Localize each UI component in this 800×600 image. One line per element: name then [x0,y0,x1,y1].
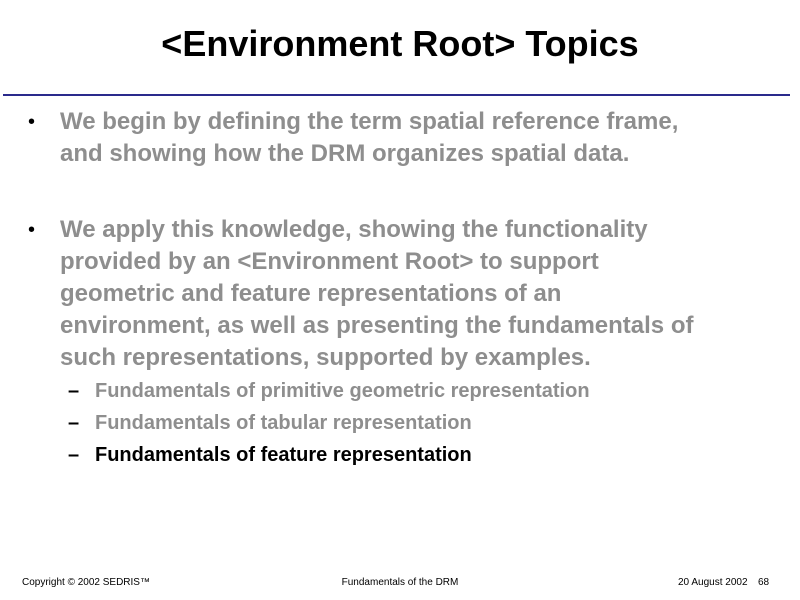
title-divider [3,94,790,96]
footer-page-number: 68 [758,577,770,588]
slide-title: <Environment Root> Topics [161,23,639,64]
bullet-dot-icon: • [28,111,36,133]
bullet-line: such representations, supported by examples. [60,344,591,371]
bullet-line: provided by an <Environment Root> to support [60,248,599,275]
bullet-dot-icon: • [28,219,36,241]
sub-item-text: Fundamentals of feature representation [95,444,472,466]
sub-item-primitive-geometric [0,375,800,407]
bullet-line: We begin by defining the term spatial reference frame, [60,108,679,135]
sub-item-text: Fundamentals of primitive geometric representation [95,380,590,402]
sub-item-feature [0,439,800,471]
bullet-line: geometric and feature representations of an [60,280,562,307]
bullet-line: and showing how the DRM organizes spatial data. [60,140,630,167]
sub-item-text: Fundamentals of tabular representation [95,412,472,434]
bullet-line: We apply this knowledge, showing the functionality [60,216,648,243]
footer-date: 20 August 2002 [678,577,748,588]
dash-icon: – [68,380,80,402]
sub-item-tabular [0,407,800,439]
bullet-text [60,214,780,374]
footer-title: Fundamentals of the DRM [341,577,459,588]
bullet-line: environment, as well as presenting the fundamentals of [60,312,694,339]
bullet-text [60,106,780,170]
footer-copyright: Copyright © 2002 SEDRIS™ [22,577,150,588]
dash-icon: – [68,412,80,434]
dash-icon: – [68,444,80,466]
